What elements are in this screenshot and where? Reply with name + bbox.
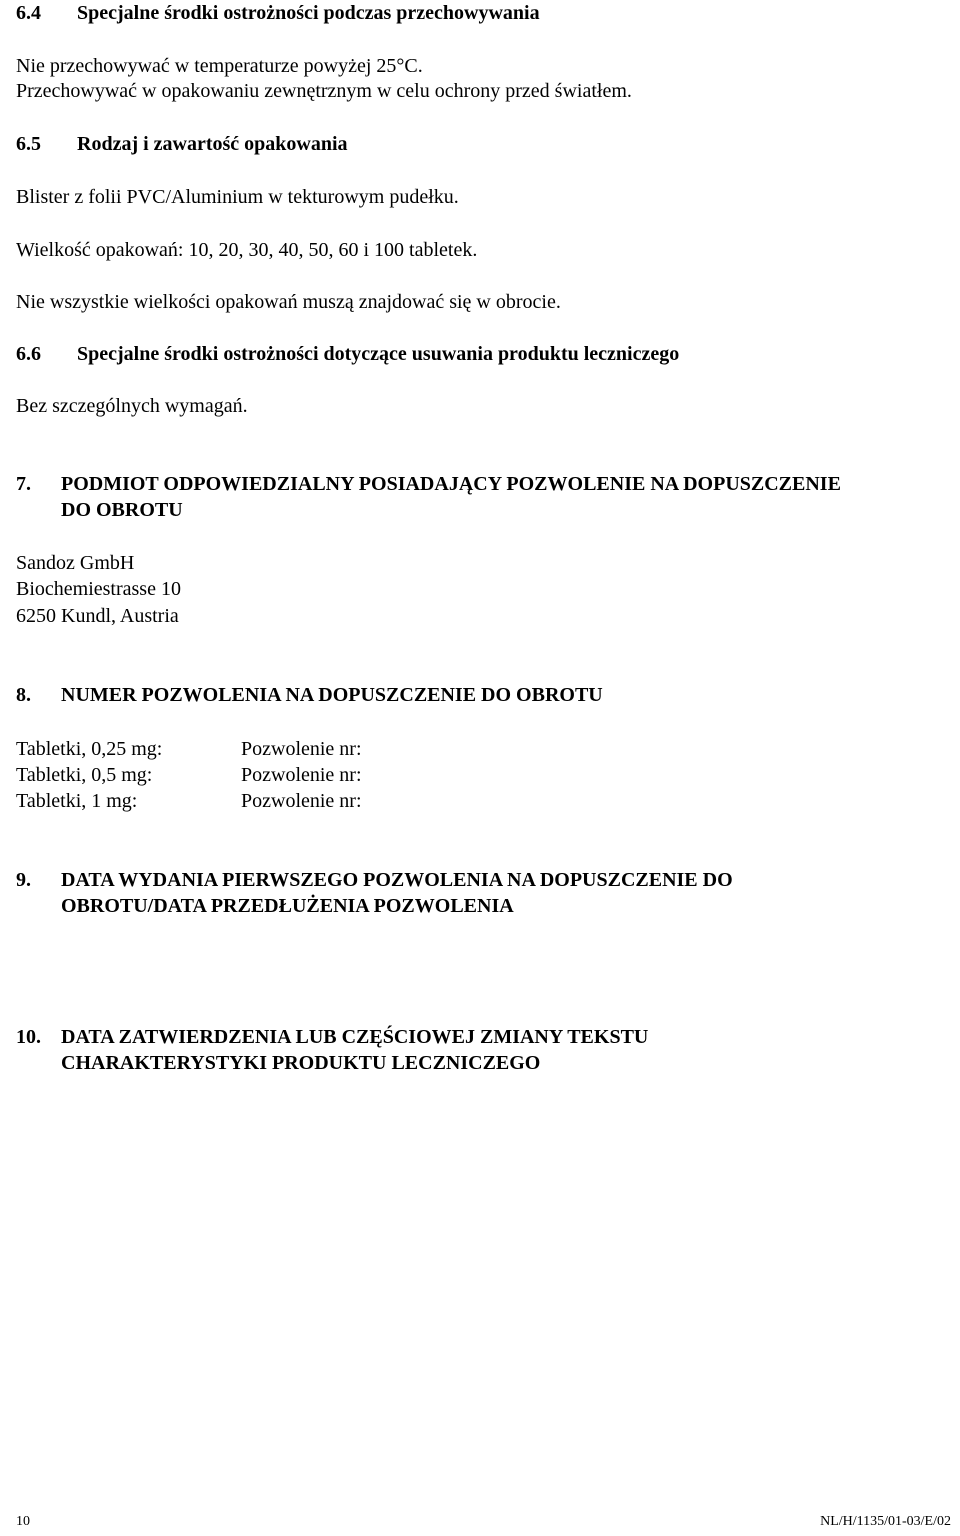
section-heading-line: OBROTU/DATA PRZEDŁUŻENIA POZWOLENIA <box>61 895 514 917</box>
section-number: 9. <box>16 869 31 891</box>
section-heading-line: CHARAKTERYSTYKI PRODUKTU LECZNICZEGO <box>61 1052 541 1074</box>
section-number: 10. <box>16 1026 41 1048</box>
section-number: 8. <box>16 684 31 706</box>
paragraph-line: Bez szczególnych wymagań. <box>16 395 248 417</box>
section-number: 6.4 <box>16 2 41 24</box>
section-number: 7. <box>16 473 31 495</box>
authorization-value: Pozwolenie nr: <box>241 764 362 786</box>
address-line: Sandoz GmbH <box>16 552 135 574</box>
paragraph-line: Nie wszystkie wielkości opakowań muszą znajdować się w obrocie. <box>16 291 561 313</box>
section-heading: Specjalne środki ostrożności podczas przechowywania <box>77 2 540 24</box>
authorization-label: Tabletki, 1 mg: <box>16 790 138 812</box>
authorization-value: Pozwolenie nr: <box>241 738 362 760</box>
address-line: 6250 Kundl, Austria <box>16 605 179 627</box>
section-number: 6.6 <box>16 343 41 365</box>
section-heading-line: DATA ZATWIERDZENIA LUB CZĘŚCIOWEJ ZMIANY TEKSTU <box>61 1026 649 1048</box>
address-line: Biochemiestrasse 10 <box>16 578 181 600</box>
paragraph-line: Nie przechowywać w temperaturze powyżej 25°C. <box>16 55 423 77</box>
section-heading: Rodzaj i zawartość opakowania <box>77 133 348 155</box>
document-code: NL/H/1135/01-03/E/02 <box>820 1514 951 1529</box>
paragraph-line: Przechowywać w opakowaniu zewnętrznym w celu ochrony przed światłem. <box>16 80 632 102</box>
section-heading-line: PODMIOT ODPOWIEDZIALNY POSIADAJĄCY POZWOLENIE NA DOPUSZCZENIE <box>61 473 841 495</box>
authorization-label: Tabletki, 0,25 mg: <box>16 738 163 760</box>
paragraph-line: Blister z folii PVC/Aluminium w tekturowym pudełku. <box>16 186 459 208</box>
section-heading-line: DO OBROTU <box>61 499 183 521</box>
authorization-value: Pozwolenie nr: <box>241 790 362 812</box>
paragraph-line: Wielkość opakowań: 10, 20, 30, 40, 50, 60 i 100 tabletek. <box>16 239 478 261</box>
section-heading: NUMER POZWOLENIA NA DOPUSZCZENIE DO OBROTU <box>61 684 603 706</box>
section-heading-line: DATA WYDANIA PIERWSZEGO POZWOLENIA NA DOPUSZCZENIE DO <box>61 869 733 891</box>
section-number: 6.5 <box>16 133 41 155</box>
section-heading: Specjalne środki ostrożności dotyczące usuwania produktu leczniczego <box>77 343 680 365</box>
page-number: 10 <box>16 1514 30 1529</box>
authorization-label: Tabletki, 0,5 mg: <box>16 764 153 786</box>
